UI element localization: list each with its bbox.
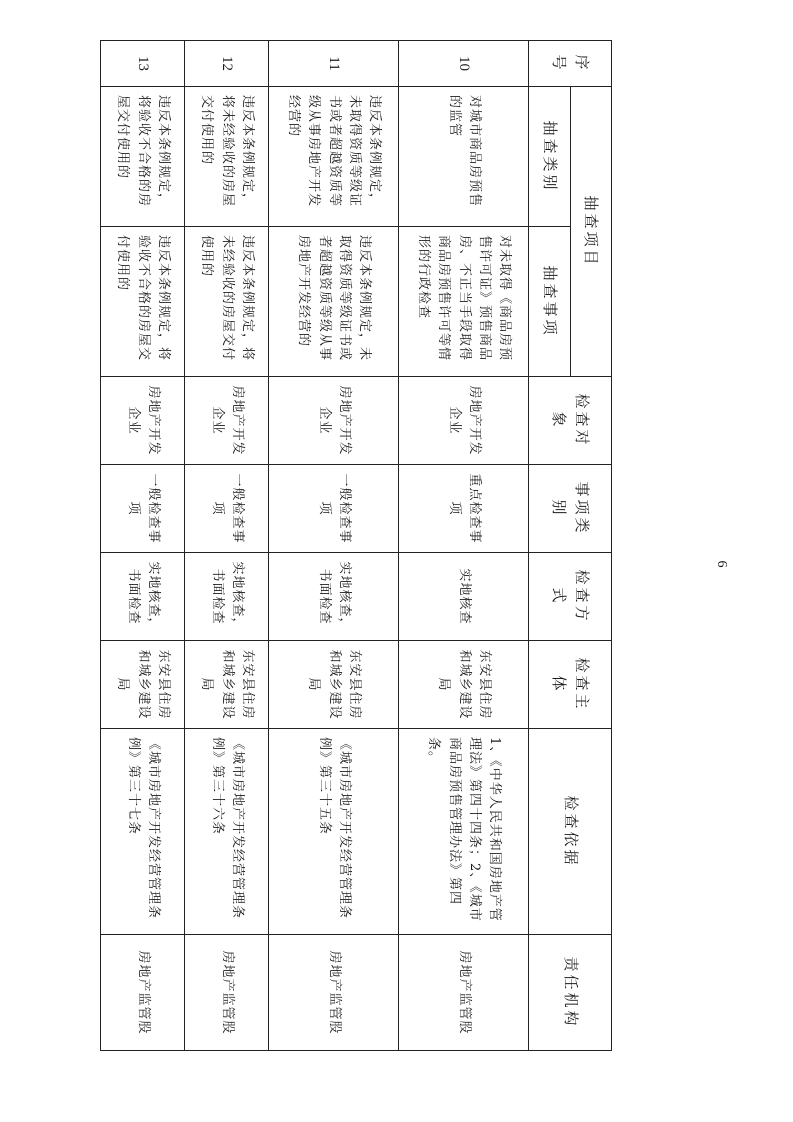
table-row [185,41,269,1051]
row-category: 对城市商品房预售的监管 [399,87,529,227]
page-number: 6 [714,560,729,568]
row-subject: 东安县住房和城乡建设局 [269,641,399,729]
header-target: 检查对象 [529,377,612,465]
row-category: 违反本条例规定，将验收不合格的房屋交付使用的 [101,87,185,227]
header-category: 抽查类别 [529,87,570,227]
rotated-table-container [100,40,612,1050]
table-row [399,41,529,1051]
row-agency: 房地产监管股 [185,935,269,1051]
row-agency: 房地产监管股 [269,935,399,1051]
row-basis: 《城市房地产开发经营管理条例》第三十七条 [101,729,185,935]
header-method: 检查方式 [529,553,612,641]
row-target: 房地产开发企业 [399,377,529,465]
row-seq: 10 [399,41,529,87]
row-type: 一般检查事项 [269,465,399,553]
row-item: 违反本条例规定，将未经验收的房屋交付使用的 [185,227,269,377]
header-item: 抽查事项 [529,227,570,377]
row-seq: 13 [101,41,185,87]
header-agency: 责任机构 [529,935,612,1051]
header-row-1 [570,41,611,1051]
row-subject: 东安县住房和城乡建设局 [101,641,185,729]
row-item: 对未取得《商品房预售许可证》预售商品房、不正当手段取得商品房预售许可等情形的行政检查 [399,227,529,377]
row-seq: 12 [185,41,269,87]
row-method: 实地核查，书面检查 [269,553,399,641]
row-method: 实地核查，书面检查 [185,553,269,641]
row-category: 违反本条例规定，将未经验收的房屋交付使用的 [185,87,269,227]
row-type: 一般检查事项 [185,465,269,553]
row-category: 违反本条例规定，未取得资质等级证书或者超越资质等级从事房地产开发经营的 [269,87,399,227]
row-target: 房地产开发企业 [269,377,399,465]
table-row [269,41,399,1051]
header-type: 事项类别 [529,465,612,553]
header-basis: 检查依据 [529,729,612,935]
row-agency: 房地产监管股 [101,935,185,1051]
row-method: 实地核查 [399,553,529,641]
table-row [101,41,185,1051]
row-item: 违反本条例规定，将验收不合格的房屋交付使用的 [101,227,185,377]
header-seq: 序号 [529,41,612,87]
header-subject: 检查主体 [529,641,612,729]
row-type: 一般检查事项 [101,465,185,553]
row-target: 房地产开发企业 [101,377,185,465]
row-basis: 《城市房地产开发经营管理条例》第三十六条 [185,729,269,935]
inspection-table [100,40,612,1051]
row-method: 实地核查，书面检查 [101,553,185,641]
row-agency: 房地产监管股 [399,935,529,1051]
row-target: 房地产开发企业 [185,377,269,465]
row-basis: 1、《中华人民共和国房地产管理法》第四十四条；2、《城市商品房预售管理办法》第四条。 [399,729,529,935]
row-subject: 东安县住房和城乡建设局 [399,641,529,729]
row-item: 违反本条例规定，未取得资质等级证书或者超越资质等级从事房地产开发经营的 [269,227,399,377]
row-basis: 《城市房地产开发经营管理条例》第三十五条 [269,729,399,935]
row-subject: 东安县住房和城乡建设局 [185,641,269,729]
row-seq: 11 [269,41,399,87]
row-type: 重点检查事项 [399,465,529,553]
header-project: 抽查项目 [570,87,611,377]
